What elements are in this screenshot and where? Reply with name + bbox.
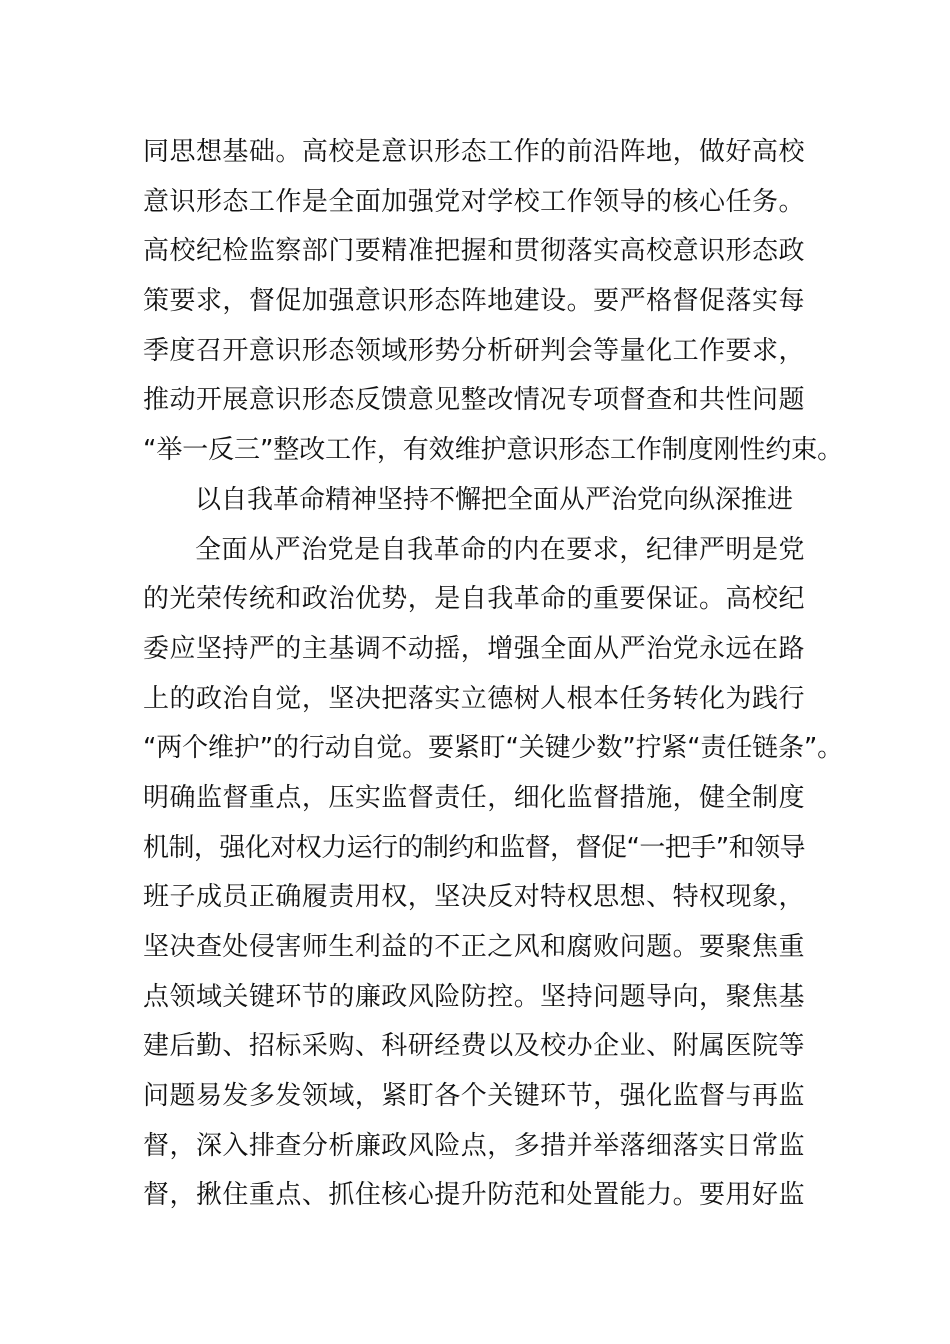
text-line-14: 明确监督重点，压实监督责任，细化监督措施，健全制度 — [143, 782, 805, 813]
text-line-19: 建后勤、招标采购、科研经费以及校办企业、附属医院等 — [143, 1031, 805, 1062]
text-line-5: 季度召开意识形态领域形势分析研判会等量化工作要求， — [143, 335, 805, 366]
text-line-1: 同思想基础。高校是意识形态工作的前沿阵地，做好高校 — [143, 137, 805, 167]
text-line-16: 班子成员正确履责用权，坚决反对特权思想、特权现象， — [143, 882, 805, 913]
text-line-21: 督，深入排查分析廉政风险点，多措并举落细落实日常监 — [143, 1130, 805, 1161]
text-line-22: 督，揪住重点、抓住核心提升防范和处置能力。要用好监 — [143, 1180, 805, 1211]
text-line-17: 坚决查处侵害师生利益的不正之风和腐败问题。要聚焦重 — [143, 932, 805, 962]
text-line-20: 问题易发多发领域，紧盯各个关键环节，强化监督与再监 — [143, 1081, 805, 1112]
text-line-6: 推动开展意识形态反馈意见整改情况专项督查和共性问题 — [143, 385, 805, 416]
text-line-3: 高校纪检监察部门要精准把握和贯彻落实高校意识形态政 — [143, 236, 805, 267]
text-line-11: 委应坚持严的主基调不动摇，增强全面从严治党永远在路 — [143, 633, 805, 664]
text-line-7: “举一反三”整改工作，有效维护意识形态工作制度刚性约束。 — [143, 435, 844, 466]
text-line-12: 上的政治自觉，坚决把落实立德树人根本任务转化为践行 — [143, 683, 805, 714]
text-line-9: 全面从严治党是自我革命的内在要求，纪律严明是党 — [195, 534, 805, 565]
section-heading: 以自我革命精神坚持不懈把全面从严治党向纵深推进 — [195, 484, 794, 515]
text-line-10: 的光荣传统和政治优势，是自我革命的重要保证。高校纪 — [143, 584, 805, 615]
body-text — [143, 128, 844, 1221]
text-line-4: 策要求，督促加强意识形态阵地建设。要严格督促落实每 — [143, 286, 805, 317]
text-line-18: 点领域关键环节的廉政风险防控。坚持问题导向，聚焦基 — [143, 981, 805, 1012]
text-line-15: 机制，强化对权力运行的制约和监督，督促“一把手”和领导 — [143, 832, 805, 863]
text-line-2: 意识形态工作是全面加强党对学校工作领导的核心任务。 — [143, 186, 805, 217]
text-line-13: “两个维护”的行动自觉。要紧盯“关键少数”拧紧“责任链条”。 — [143, 733, 843, 764]
